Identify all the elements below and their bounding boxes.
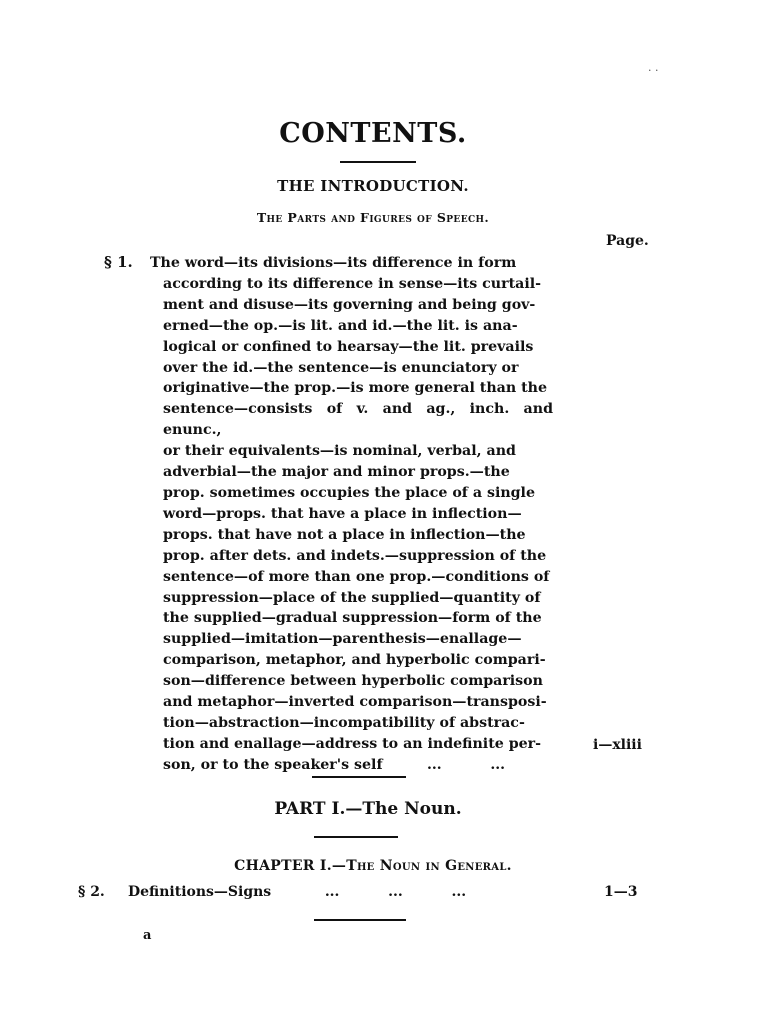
page-title: CONTENTS. xyxy=(279,118,467,149)
last-line-text: son, or to the speaker's self xyxy=(163,756,383,773)
section-1-number: § 1. xyxy=(104,253,133,271)
introduction-subheading: The Parts and Figures of Speech. xyxy=(256,210,490,225)
page-column-label: Page. xyxy=(606,233,649,249)
section-2-pages: 1—3 xyxy=(604,884,638,900)
leader-dots: ... ... xyxy=(427,756,505,773)
part-1-heading: PART I.—The Noun. xyxy=(274,799,462,819)
text-line: adverbial—the major and minor props.—the xyxy=(163,464,510,481)
text-line: logical or confined to hearsay—the lit. prevails xyxy=(163,338,534,355)
text-line: sentence—of more than one prop.—conditions of xyxy=(163,568,550,585)
text-line: erned—the op.—is lit. and id.—the lit. is ana- xyxy=(163,317,518,334)
text-line: originative—the prop.—is more general than the xyxy=(163,380,548,397)
text-line: props. that have not a place in inflection—the xyxy=(163,526,526,543)
part-rule xyxy=(314,836,398,838)
chapter-1-heading: CHAPTER I.—The Noun in General. xyxy=(234,858,512,874)
text-line xyxy=(150,755,553,776)
text-line: the supplied—gradual suppression—form of the xyxy=(163,610,542,627)
bottom-rule xyxy=(314,919,406,921)
title-rule xyxy=(340,161,416,163)
corner-mark: · · xyxy=(648,64,659,77)
section-2-text xyxy=(128,884,466,900)
leader-dots: ... ... ... xyxy=(324,884,467,900)
text-line: over the id.—the sentence—is enunciatory or xyxy=(163,359,519,376)
introduction-heading: THE INTRODUCTION. xyxy=(277,177,469,195)
text-line: ment and disuse—its governing and being gov- xyxy=(163,296,536,313)
section-2-title: Definitions—Signs xyxy=(128,884,272,900)
text-line: according to its difference in sense—its curtail- xyxy=(163,275,542,292)
signature-mark: a xyxy=(143,928,152,943)
text-line: comparison, metaphor, and hyperbolic compari- xyxy=(163,652,546,669)
text-line: son—difference between hyperbolic comparison xyxy=(163,673,543,690)
text-line: word—props. that have a place in inflection— xyxy=(163,505,522,522)
text-line: tion and enallage—address to an indefinite per- xyxy=(163,735,542,752)
text-line: supplied—imitation—parenthesis—enallage— xyxy=(163,631,522,648)
section-divider-rule xyxy=(312,776,406,778)
text-line: or their equivalents—is nominal, verbal, and xyxy=(163,443,516,460)
text-line: prop. sometimes occupies the place of a single xyxy=(163,484,535,501)
text-line: and metaphor—inverted comparison—transposi- xyxy=(163,694,547,711)
text-line: prop. after dets. and indets.—suppression of the xyxy=(163,547,547,564)
text-line: The word—its divisions—its difference in form xyxy=(150,255,517,271)
section-1-text xyxy=(150,253,553,776)
text-line: suppression—place of the supplied—quantity of xyxy=(163,589,541,606)
section-1-pages: i—xliii xyxy=(593,737,642,753)
section-2-number: § 2. xyxy=(78,884,105,900)
text-line: sentence—consists of v. and ag., inch. and enunc., xyxy=(163,401,553,439)
text-line: tion—abstraction—incompatibility of abstrac- xyxy=(163,714,525,731)
